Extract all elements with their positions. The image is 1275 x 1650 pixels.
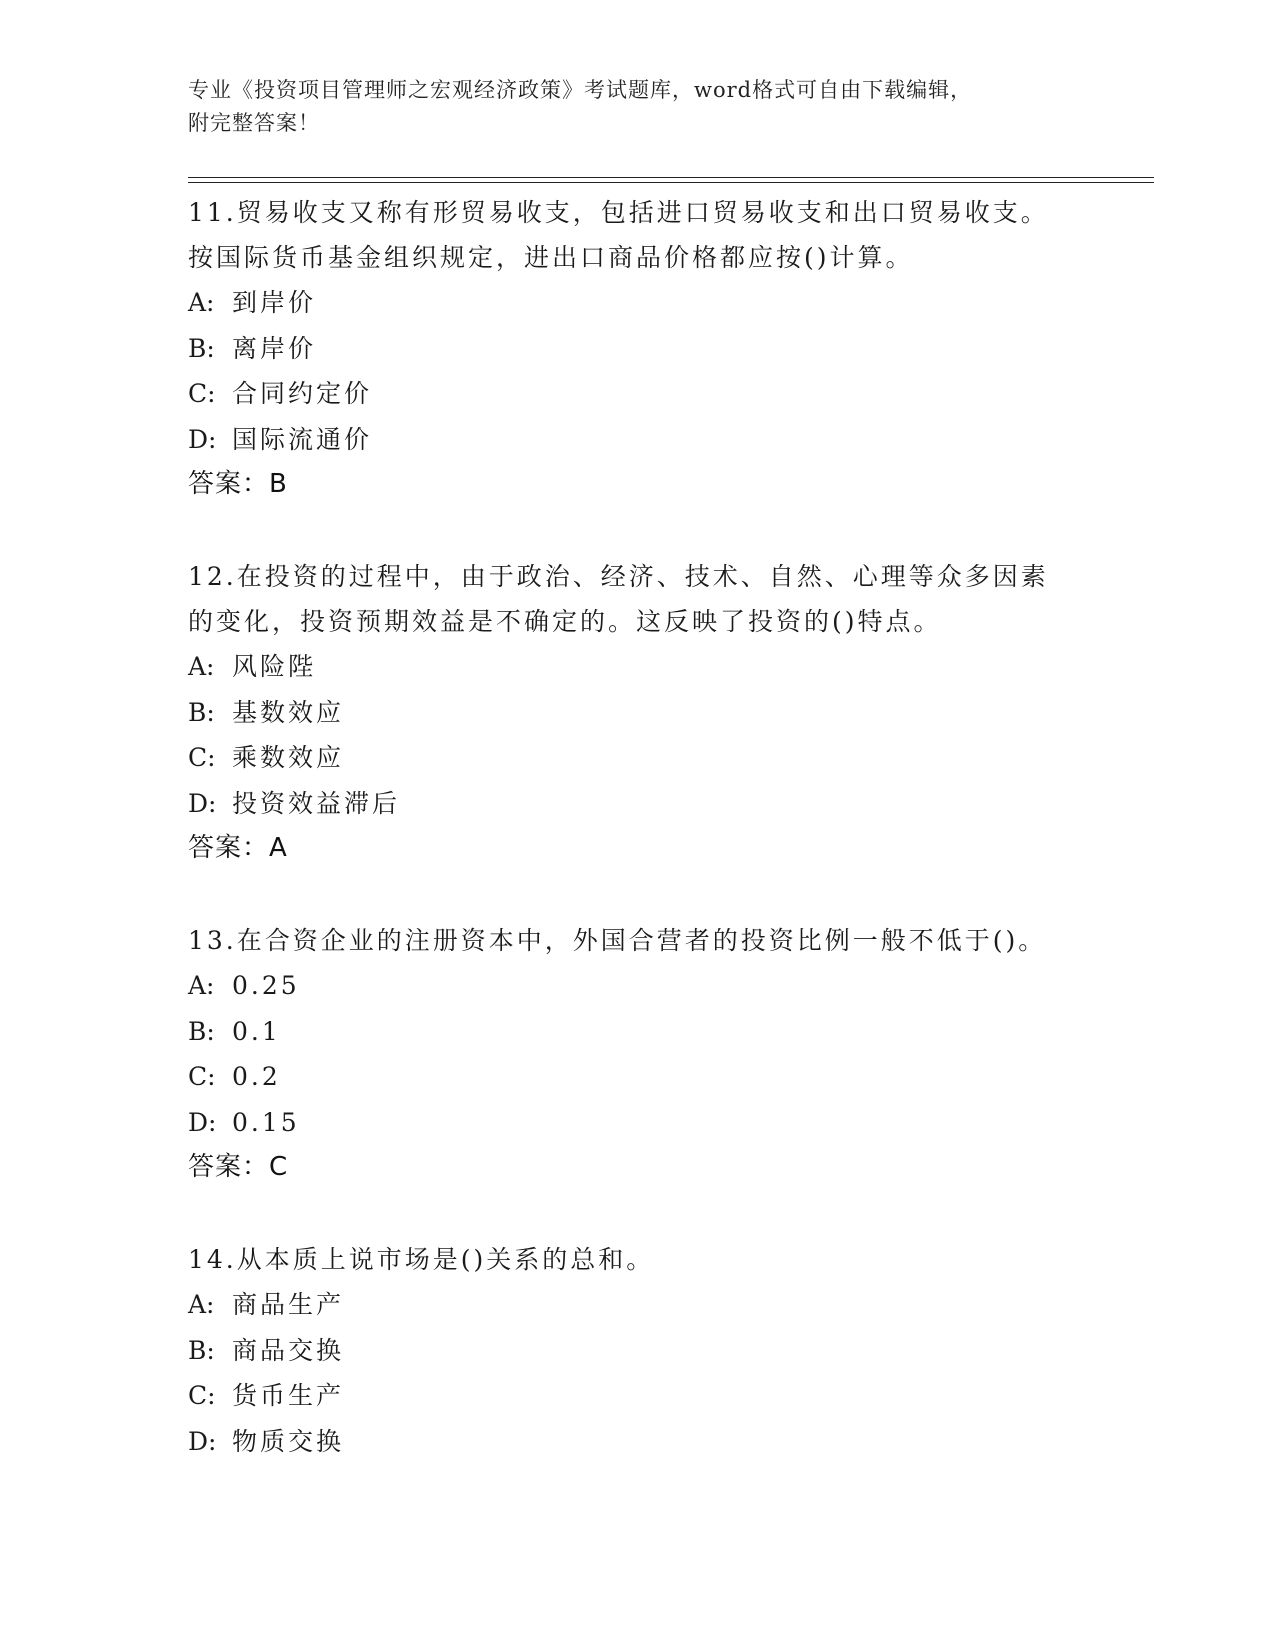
option-key: B: — [188, 1016, 215, 1046]
option-key: A: — [188, 288, 215, 317]
header-line-2: 附完整答案！ — [188, 111, 320, 135]
option-key: B: — [188, 697, 215, 727]
option-a — [188, 644, 1088, 690]
option-key: D: — [188, 1426, 217, 1456]
option-text: 0.15 — [232, 1107, 300, 1137]
option-text: 离岸价 — [232, 333, 317, 363]
question-12 — [188, 554, 1088, 871]
question-stem-line: 14.从本质上说市场是()关系的总和。 — [188, 1245, 655, 1274]
option-b — [188, 1009, 1088, 1055]
option-a — [188, 963, 1088, 1009]
option-key: D: — [188, 1107, 217, 1137]
option-key: D: — [188, 788, 217, 818]
option-text: 0.2 — [232, 1062, 281, 1091]
option-d — [188, 417, 1088, 463]
option-text: 投资效益滞后 — [232, 788, 401, 818]
option-c — [188, 735, 1088, 781]
question-stem-line: 的变化，投资预期效益是不确定的。这反映了投资的()特点。 — [188, 607, 942, 636]
question-stem-line: 13.在合资企业的注册资本中，外国合营者的投资比例一般不低于()。 — [188, 926, 1047, 955]
option-d — [188, 781, 1088, 827]
question-stem-line: 按国际货币基金组织规定，进出口商品价格都应按()计算。 — [188, 243, 914, 272]
option-text: 物质交换 — [232, 1426, 345, 1456]
option-text: 到岸价 — [232, 288, 317, 317]
option-c — [188, 1054, 1088, 1100]
option-text: 商品交换 — [232, 1335, 345, 1365]
answer-line: 答案：C — [188, 1152, 289, 1182]
option-b — [188, 690, 1088, 736]
option-key: A: — [188, 652, 215, 681]
answer-line: 答案：B — [188, 469, 288, 499]
question-stem-line: 11.贸易收支又称有形贸易收支，包括进口贸易收支和出口贸易收支。 — [188, 198, 1049, 227]
answer-line: 答案：A — [188, 833, 288, 863]
option-d — [188, 1100, 1088, 1146]
option-text: 商品生产 — [232, 1290, 345, 1319]
option-key: D: — [188, 424, 217, 454]
option-b — [188, 1328, 1088, 1374]
option-b — [188, 326, 1088, 372]
option-c — [188, 1373, 1088, 1419]
option-key: A: — [188, 1290, 215, 1319]
option-d — [188, 1419, 1088, 1465]
question-13 — [188, 918, 1088, 1190]
question-14 — [188, 1237, 1088, 1464]
option-text: 货币生产 — [232, 1381, 345, 1410]
option-text: 乘数效应 — [232, 743, 345, 772]
option-key: A: — [188, 971, 215, 1000]
option-key: C: — [188, 379, 216, 408]
header-line-1: 专业《投资项目管理师之宏观经济政策》考试题库，word格式可自由下载编辑， — [188, 78, 973, 102]
header-divider-bottom — [188, 182, 1154, 183]
header-divider-top — [188, 177, 1154, 178]
option-text: 国际流通价 — [232, 424, 373, 454]
option-text: 基数效应 — [232, 697, 345, 727]
option-text: 合同约定价 — [232, 379, 373, 408]
option-key: C: — [188, 743, 216, 772]
option-text: 风险陛 — [232, 652, 317, 681]
option-key: C: — [188, 1062, 216, 1091]
option-text: 0.1 — [232, 1016, 281, 1046]
option-c — [188, 371, 1088, 417]
option-key: C: — [188, 1381, 216, 1410]
question-stem-line: 12.在投资的过程中，由于政治、经济、技术、自然、心理等众多因素 — [188, 562, 1049, 591]
option-key: B: — [188, 333, 215, 363]
option-key: B: — [188, 1335, 215, 1365]
option-a — [188, 1282, 1088, 1328]
question-list — [188, 190, 1088, 1464]
question-11 — [188, 190, 1088, 507]
option-text: 0.25 — [232, 971, 300, 1000]
option-a — [188, 280, 1088, 326]
document-header — [188, 74, 1068, 140]
